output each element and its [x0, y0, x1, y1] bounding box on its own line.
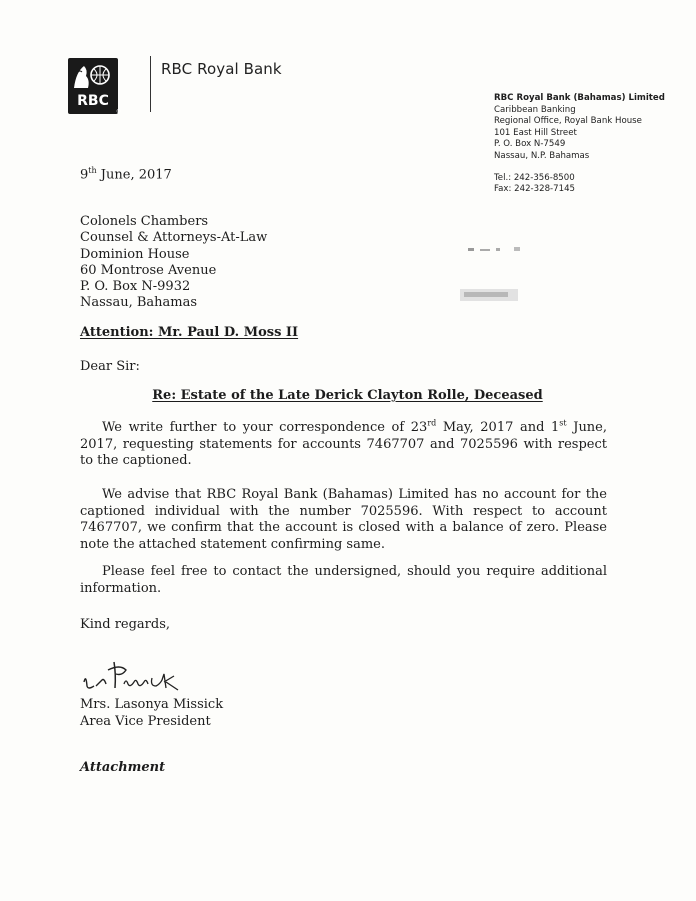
recipient-line: 60 Montrose Avenue	[80, 262, 217, 278]
sender-fax: Fax: 242-328-7145	[494, 184, 576, 195]
sender-address	[494, 93, 665, 196]
attachment-label: Attachment	[80, 760, 166, 775]
recipient-line: Counsel & Attorneys-At-Law	[80, 230, 268, 246]
sender-line: P. O. Box N-7549	[494, 139, 566, 150]
salutation: Dear Sir:	[80, 359, 140, 374]
sender-tel: Tel.: 242-356-8500	[494, 172, 575, 183]
sender-line: Nassau, N.P. Bahamas	[494, 150, 590, 161]
rbc-logo	[68, 58, 121, 115]
signer-block	[80, 697, 223, 730]
sender-line: Caribbean Banking	[494, 104, 576, 115]
recipient-line: Dominion House	[80, 246, 190, 262]
attention-line: Attention: Mr. Paul D. Moss II	[80, 325, 299, 340]
para1-sup: st	[559, 418, 567, 428]
sender-company: RBC Royal Bank (Bahamas) Limited	[494, 93, 665, 103]
recipient-address	[80, 214, 267, 312]
body-paragraph-1	[80, 420, 607, 470]
date-day: 9	[80, 167, 89, 183]
para1-text: June, 2017, requesting statements for accounts 7467707 and 7025596 with respect to the captioned.	[80, 420, 608, 469]
date-suffix: th	[88, 166, 97, 175]
body-paragraph-2: We advise that RBC Royal Bank (Bahamas) Limited has no account for the captioned individual with the number 7025596. With respect to account 7467707, we confirm that the account is closed with a balance of zero. Please note the attached statement confirming same.	[80, 487, 607, 552]
logo-divider	[150, 56, 151, 112]
subject-line: Re: Estate of the Late Derick Clayton Rolle, Deceased	[152, 388, 543, 403]
faint-received-stamp	[460, 287, 520, 303]
date-rest: June, 2017	[96, 167, 172, 183]
body-paragraph-3: Please feel free to contact the undersigned, should you require additional information.	[80, 564, 607, 596]
para1-sup: rd	[427, 418, 437, 428]
sender-line: 101 East Hill Street	[494, 127, 577, 138]
para1-text: We write further to your correspondence of 23	[102, 420, 428, 435]
faint-stamp-mark	[466, 244, 528, 256]
signer-name: Mrs. Lasonya Missick	[80, 697, 224, 712]
recipient-line: Nassau, Bahamas	[80, 295, 198, 311]
recipient-line: Colonels Chambers	[80, 214, 209, 229]
svg-text:®: ®	[116, 109, 121, 115]
recipient-line: P. O. Box N-9932	[80, 279, 191, 295]
para1-text: May, 2017 and 1	[436, 420, 560, 435]
signer-title: Area Vice President	[80, 713, 211, 729]
letter-date	[80, 166, 172, 182]
brand-name: RBC Royal Bank	[161, 60, 282, 78]
handwritten-signature	[80, 656, 190, 696]
sender-line: Regional Office, Royal Bank House	[494, 116, 642, 127]
closing: Kind regards,	[80, 617, 171, 632]
svg-text:RBC: RBC	[77, 93, 109, 109]
